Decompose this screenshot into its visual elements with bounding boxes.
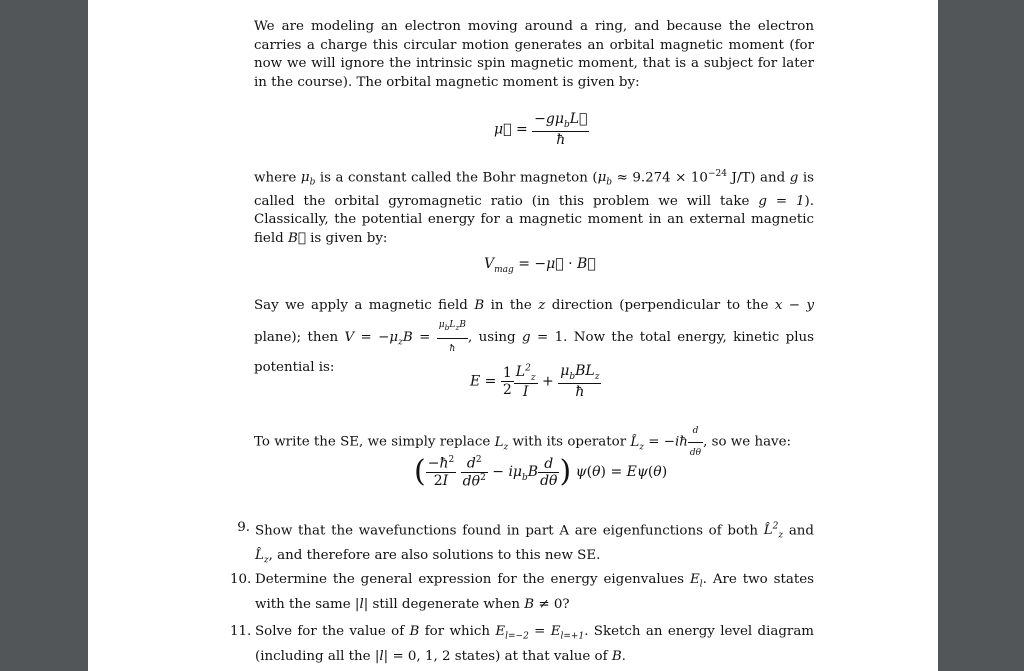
- applied-field-paragraph: Say we apply a magnetic field B in the z direction (perpendicular to the x − y plane); then $V = -\mu_zB$ = $\frac{\mu_bL_zB}{ħ}$ , using g = 1. Now the total energy, kinetic plus potential is:: [254, 298, 815, 375]
- schrodinger-equation: ( $\frac{-ħ^2}{2I}$ $\frac{d^2}{d\theta^2}$ − $i\mu_bB$ $\frac{d}{d\theta}$ ) ψ(θ) = Eψ(θ): [414, 454, 668, 490]
- bohr-magneton-paragraph: where $\mu_b$ is a constant called the Bohr magneton ($\mu_b \approx 9.274 \times 10^{-24}$ J/T) and g is called the orbital gyromagnetic ratio (in this problem we will take g = 1). Classically, the potential energy for a magnetic moment in an external magnetic field B⃗ is given by:: [254, 169, 815, 246]
- total-energy-equation: E = $\frac{1}{2}$ $\frac{L^2_z}{I}$ + $\frac{\mu_bBL_z}{ħ}$: [470, 363, 600, 401]
- intro-paragraph: We are modeling an electron moving around a ring, and because the electron carries a charge this circular motion generates an orbital magnetic moment (for now we will ignore the intrinsic spin magnetic moment, that is a subject for later in the course). The orbital magnetic moment is given by:: [254, 19, 814, 90]
- magnetic-moment-equation: μ⃗ = $\frac{-g\mu_bL⃗}{ħ}$: [494, 111, 588, 148]
- operator-paragraph: To write the SE, we simply replace $L_z$ with its operator $L̂_z$ = −iħ $\frac{d}{d\theta}$ , so we have:: [254, 422, 814, 462]
- potential-energy-equation: $V_{mag}$ = −μ⃗ · B⃗: [484, 256, 596, 275]
